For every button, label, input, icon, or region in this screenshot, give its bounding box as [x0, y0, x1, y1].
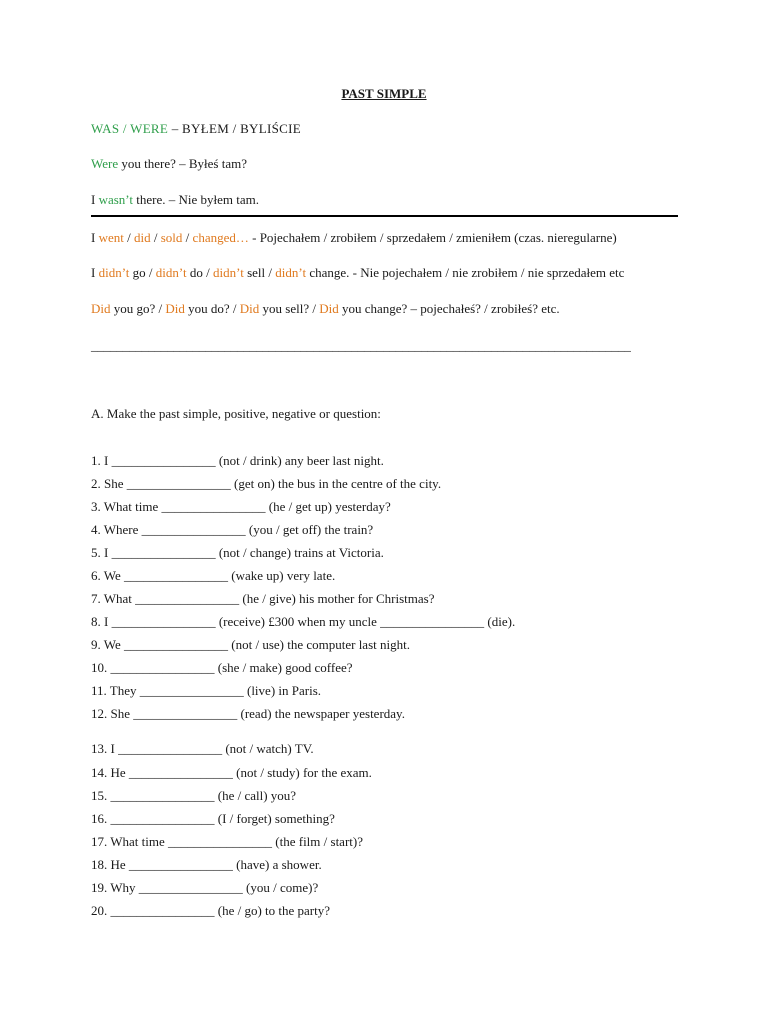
did-verb-4: Did — [319, 301, 339, 316]
section-divider — [91, 215, 678, 217]
were-verb: Were — [91, 156, 119, 171]
were-question-line — [91, 156, 247, 172]
went-verb-went: went — [98, 230, 124, 245]
went-sep-3: / — [182, 230, 193, 245]
didnt-verb-2: didn’t — [155, 265, 187, 280]
was-were-forms: WAS / WERE — [91, 121, 169, 136]
exercise-item: 16. ________________ (I / forget) something? — [91, 811, 335, 826]
didnt-verb-3: didn’t — [213, 265, 244, 280]
went-verb-sold: sold — [160, 230, 183, 245]
didnt-verb-4: didn’t — [275, 265, 307, 280]
exercise-item: 4. Where ________________ (you / get off) the train? — [91, 522, 374, 537]
didnt-pre: I — [91, 265, 99, 280]
didnt-text-3: sell / — [243, 265, 276, 280]
went-sep-2: / — [150, 230, 161, 245]
exercise-item: 2. She ________________ (get on) the bus in the centre of the city. — [91, 476, 442, 491]
wasnt-line — [91, 192, 259, 208]
didnt-translation: change. - Nie pojechałem / nie zrobiłem / nie sprzedałem etc — [306, 265, 625, 280]
was-were-line — [91, 121, 301, 137]
exercise-item: 7. What ________________ (he / give) his mother for Christmas? — [91, 591, 435, 606]
went-line — [91, 230, 617, 246]
exercise-item: 17. What time ________________ (the film / start)? — [91, 834, 363, 849]
exercise-instruction: A. Make the past simple, positive, negative or question: — [91, 406, 381, 421]
went-verb-did: did — [134, 230, 151, 245]
went-translation: - Pojechałem / zrobiłem / sprzedałem / zmieniłem (czas. nieregularne) — [248, 230, 617, 245]
went-verb-changed: changed… — [192, 230, 249, 245]
exercise-item: 8. I ________________ (receive) £300 when my uncle ________________ (die). — [91, 614, 516, 629]
page-title: PAST SIMPLE — [341, 86, 427, 101]
exercise-item: 18. He ________________ (have) a shower. — [91, 857, 322, 872]
exercise-item: 15. ________________ (he / call) you? — [91, 788, 297, 803]
went-pre: I — [91, 230, 99, 245]
exercise-item: 19. Why ________________ (you / come)? — [91, 880, 319, 895]
exercise-item: 1. I ________________ (not / drink) any beer last night. — [91, 453, 384, 468]
didnt-text-1: go / — [129, 265, 156, 280]
exercise-item: 13. I ________________ (not / watch) TV. — [91, 741, 314, 756]
went-sep-1: / — [123, 230, 134, 245]
wasnt-verb: wasn’t — [98, 192, 134, 207]
underline-row: _____________________________________________________________________________________ — [91, 338, 631, 353]
exercise-item: 14. He ________________ (not / study) for the exam. — [91, 765, 372, 780]
didnt-text-2: do / — [186, 265, 213, 280]
wasnt-rest: there. – Nie byłem tam. — [133, 192, 260, 207]
were-question-rest: you there? – Byłeś tam? — [118, 156, 247, 171]
didnt-verb-1: didn’t — [98, 265, 130, 280]
did-text-2: you do? / — [184, 301, 240, 316]
did-verb-2: Did — [165, 301, 185, 316]
exercise-item: 5. I ________________ (not / change) trains at Victoria. — [91, 545, 384, 560]
did-text-3: you sell? / — [259, 301, 320, 316]
exercise-item: 9. We ________________ (not / use) the computer last night. — [91, 637, 410, 652]
exercise-item: 6. We ________________ (wake up) very late. — [91, 568, 336, 583]
didnt-line — [91, 265, 624, 281]
wasnt-pre: I — [91, 192, 99, 207]
was-were-translation: – BYŁEM / BYLIŚCIE — [168, 121, 301, 136]
did-text-1: you go? / — [110, 301, 166, 316]
exercise-item: 20. ________________ (he / go) to the party? — [91, 903, 331, 918]
exercise-item: 10. ________________ (she / make) good coffee? — [91, 660, 353, 675]
did-verb-1: Did — [91, 301, 111, 316]
exercise-item: 12. She ________________ (read) the newspaper yesterday. — [91, 706, 405, 721]
exercise-item: 11. They ________________ (live) in Paris. — [91, 683, 322, 698]
exercise-item: 3. What time ________________ (he / get up) yesterday? — [91, 499, 391, 514]
did-translation: you change? – pojechałeś? / zrobiłeś? etc. — [338, 301, 560, 316]
did-question-line — [91, 301, 560, 317]
did-verb-3: Did — [239, 301, 260, 316]
